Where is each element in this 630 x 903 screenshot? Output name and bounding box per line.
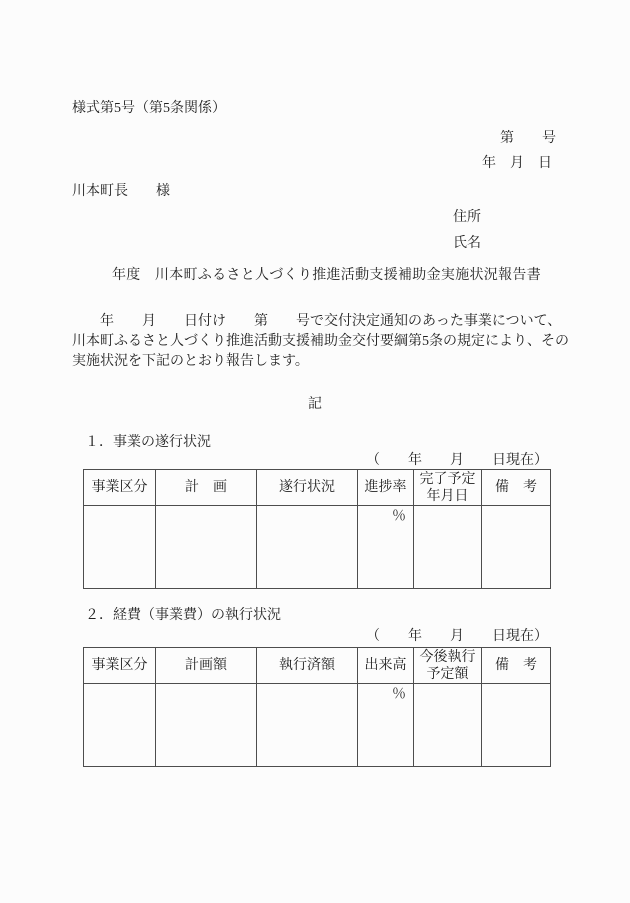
cell-business-category [84,684,156,767]
table-row [84,684,551,767]
cell-plan [156,506,257,589]
cell-progress-rate: ％ [358,506,414,589]
section1-as-of-date: （ 年 月 日現在） [366,453,548,468]
cell-remarks [482,506,551,589]
body-paragraph-line1: 年 月 日付け 第 号で交付決定通知のあった事業について、 [72,314,562,329]
expense-execution-table [83,647,551,767]
cell-executed-amount [257,684,358,767]
document-title: 年度 川本町ふるさと人づくり推進活動支援補助金実施状況報告書 [112,268,541,283]
form-number: 様式第5号（第5条関係） [72,101,226,116]
address-label: 住所 [453,210,481,225]
col-header-progress-rate: 進捗率 [358,470,414,506]
table-row [84,506,551,589]
col-header-future-execution-amount: 今後執行予定額 [414,648,482,684]
date-blank: 年 月 日 [482,156,552,171]
col-header-business-category: 事業区分 [84,470,156,506]
business-progress-table [83,469,551,589]
col-header-remarks: 備 考 [482,470,551,506]
body-paragraph-line2: 川本町ふるさと人づくり推進活動支援補助金交付要綱第5条の規定により、その [72,334,569,349]
cell-expected-completion-date [414,506,482,589]
doc-number-blank: 第 号 [500,131,556,146]
col-header-completion-rate: 出来高 [358,648,414,684]
table-header-row [84,648,551,684]
cell-planned-amount [156,684,257,767]
cell-business-category [84,506,156,589]
table-header-row [84,470,551,506]
ki-marker: 記 [308,397,322,412]
col-header-planned-amount: 計画額 [156,648,257,684]
addressee: 川本町長 様 [72,184,170,199]
cell-future-execution-amount [414,684,482,767]
cell-progress-status [257,506,358,589]
col-header-business-category: 事業区分 [84,648,156,684]
name-label: 氏名 [453,236,481,251]
cell-completion-rate: ％ [358,684,414,767]
col-header-expected-completion-date: 完了予定年月日 [414,470,482,506]
col-header-executed-amount: 執行済額 [257,648,358,684]
section2-as-of-date: （ 年 月 日現在） [366,629,548,644]
section2-heading: ２．経費（事業費）の執行状況 [85,608,281,623]
col-header-plan: 計 画 [156,470,257,506]
body-paragraph-line3: 実施状況を下記のとおり報告します。 [72,354,309,369]
cell-remarks [482,684,551,767]
col-header-remarks: 備 考 [482,648,551,684]
col-header-progress-status: 遂行状況 [257,470,358,506]
section1-heading: １．事業の遂行状況 [85,435,211,450]
